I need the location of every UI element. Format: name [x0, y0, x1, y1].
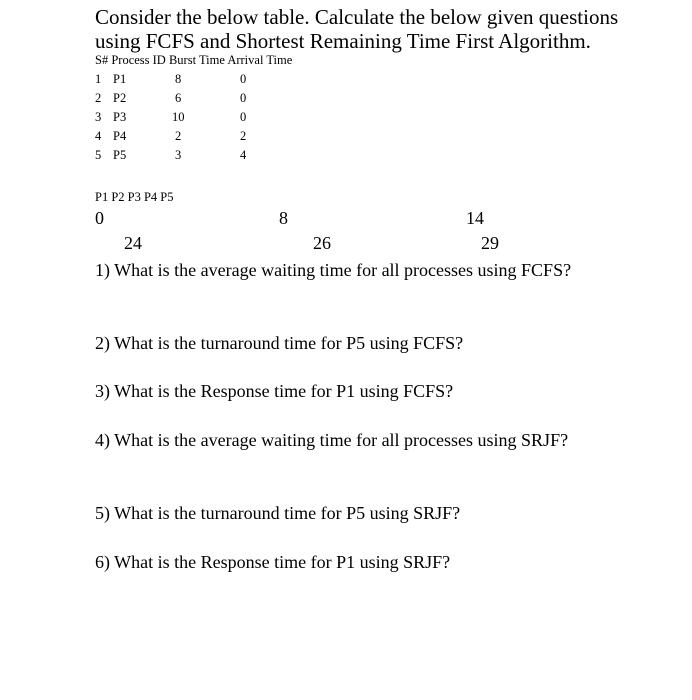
row-sn: 1: [95, 72, 102, 86]
row-arrival: 2: [240, 129, 247, 143]
row-arrival: 0: [240, 91, 247, 105]
row-sn: 3: [95, 110, 102, 124]
gantt-time-8: 8: [279, 208, 288, 228]
table-header: S# Process ID Burst Time Arrival Time: [95, 53, 293, 67]
row-sn: 2: [95, 91, 102, 105]
gantt-time-29: 29: [481, 233, 499, 253]
row-pid: P3: [113, 110, 127, 124]
row-burst: 6: [175, 91, 182, 105]
question-1: 1) What is the average waiting time for all processes using FCFS?: [95, 260, 572, 280]
question-2: 2) What is the turnaround time for P5 using FCFS?: [95, 333, 464, 353]
row-arrival: 0: [240, 110, 247, 124]
row-burst: 8: [175, 72, 182, 86]
gantt-time-26: 26: [313, 233, 331, 253]
question-4: 4) What is the average waiting time for all processes using SRJF?: [95, 430, 569, 450]
question-6: 6) What is the Response time for P1 using SRJF?: [95, 552, 451, 572]
gantt-time-24: 24: [124, 233, 142, 253]
row-sn: 5: [95, 148, 102, 162]
row-arrival: 4: [240, 148, 247, 162]
row-pid: P1: [113, 72, 127, 86]
row-pid: P4: [113, 129, 127, 143]
row-burst: 2: [175, 129, 182, 143]
gantt-process-labels: P1 P2 P3 P4 P5: [95, 190, 174, 204]
gantt-time-0: 0: [95, 208, 104, 228]
row-burst: 10: [172, 110, 185, 124]
row-pid: P5: [113, 148, 127, 162]
intro-text: Consider the below table. Calculate the below given questions using FCFS and Shortest Remaining Time First Algorithm.: [95, 5, 619, 53]
row-arrival: 0: [240, 72, 247, 86]
row-burst: 3: [175, 148, 182, 162]
question-5: 5) What is the turnaround time for P5 using SRJF?: [95, 503, 461, 523]
row-pid: P2: [113, 91, 127, 105]
question-3: 3) What is the Response time for P1 using FCFS?: [95, 381, 454, 401]
gantt-time-14: 14: [466, 208, 484, 228]
row-sn: 4: [95, 129, 102, 143]
